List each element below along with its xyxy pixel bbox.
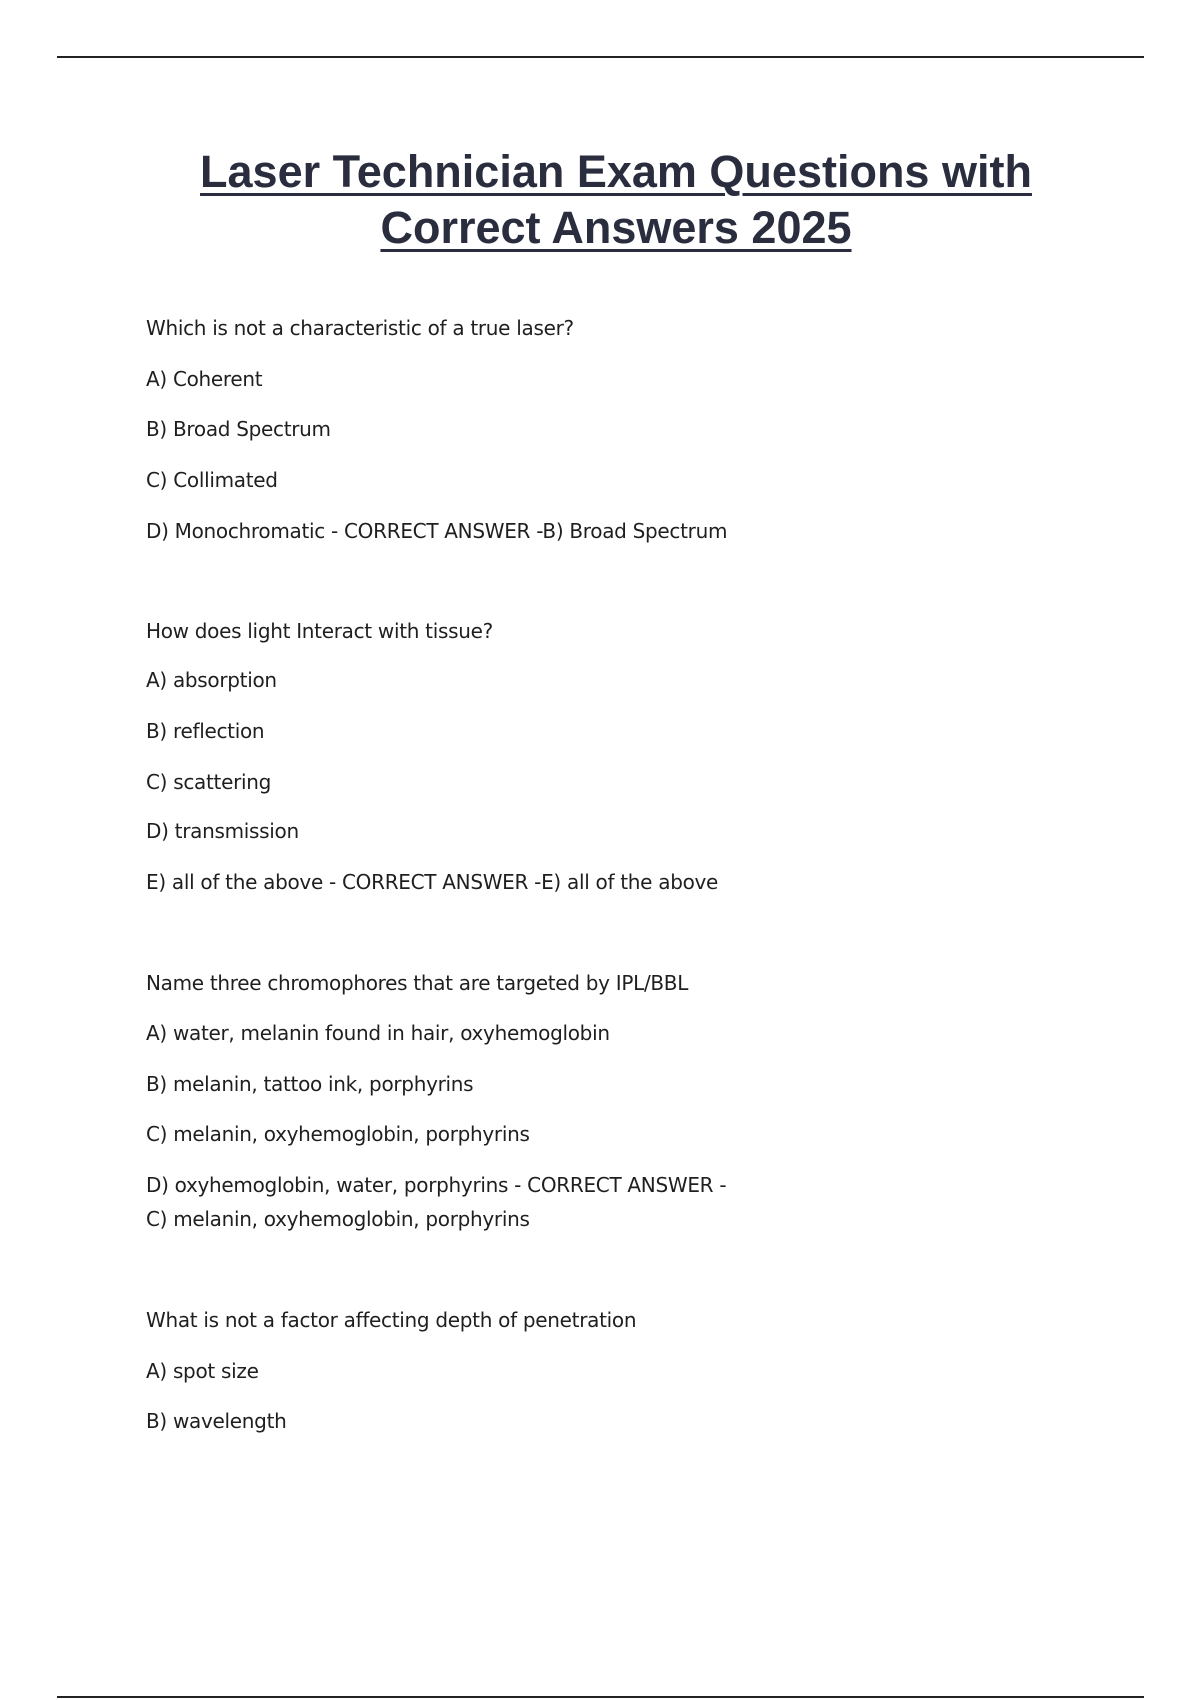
question-3-option-c: C) melanin, oxyhemoglobin, porphyrins — [146, 1122, 530, 1146]
question-1-option-a: A) Coherent — [146, 367, 263, 391]
footer-rule — [57, 1696, 1144, 1698]
question-2-option-b: B) reflection — [146, 719, 265, 743]
question-3-option-d-answer: D) oxyhemoglobin, water, porphyrins - CORRECT ANSWER - — [146, 1173, 727, 1197]
question-2-option-d: D) transmission — [146, 819, 299, 843]
question-2-option-a: A) absorption — [146, 668, 277, 692]
title-line-1: Laser Technician Exam Questions with — [200, 146, 1032, 197]
question-2-option-e-answer: E) all of the above - CORRECT ANSWER -E) all of the above — [146, 870, 719, 894]
question-4-option-b: B) wavelength — [146, 1409, 287, 1433]
question-3-option-a: A) water, melanin found in hair, oxyhemoglobin — [146, 1021, 610, 1045]
question-1-prompt: Which is not a characteristic of a true laser? — [146, 316, 574, 340]
question-4-prompt: What is not a factor affecting depth of penetration — [146, 1308, 637, 1332]
question-2-prompt: How does light Interact with tissue? — [146, 619, 493, 643]
question-1-option-c: C) Collimated — [146, 468, 278, 492]
document-title — [0, 144, 1200, 256]
question-3-option-b: B) melanin, tattoo ink, porphyrins — [146, 1072, 474, 1096]
question-1-option-d-answer: D) Monochromatic - CORRECT ANSWER -B) Broad Spectrum — [146, 519, 728, 543]
question-1-option-b: B) Broad Spectrum — [146, 417, 331, 441]
question-3-prompt: Name three chromophores that are targeted by IPL/BBL — [146, 971, 689, 995]
question-4-option-a: A) spot size — [146, 1359, 259, 1383]
question-3-answer-continued: C) melanin, oxyhemoglobin, porphyrins — [146, 1207, 530, 1231]
title-line-2: Correct Answers 2025 — [380, 202, 852, 253]
question-2-option-c: C) scattering — [146, 770, 272, 794]
header-rule — [57, 56, 1144, 58]
